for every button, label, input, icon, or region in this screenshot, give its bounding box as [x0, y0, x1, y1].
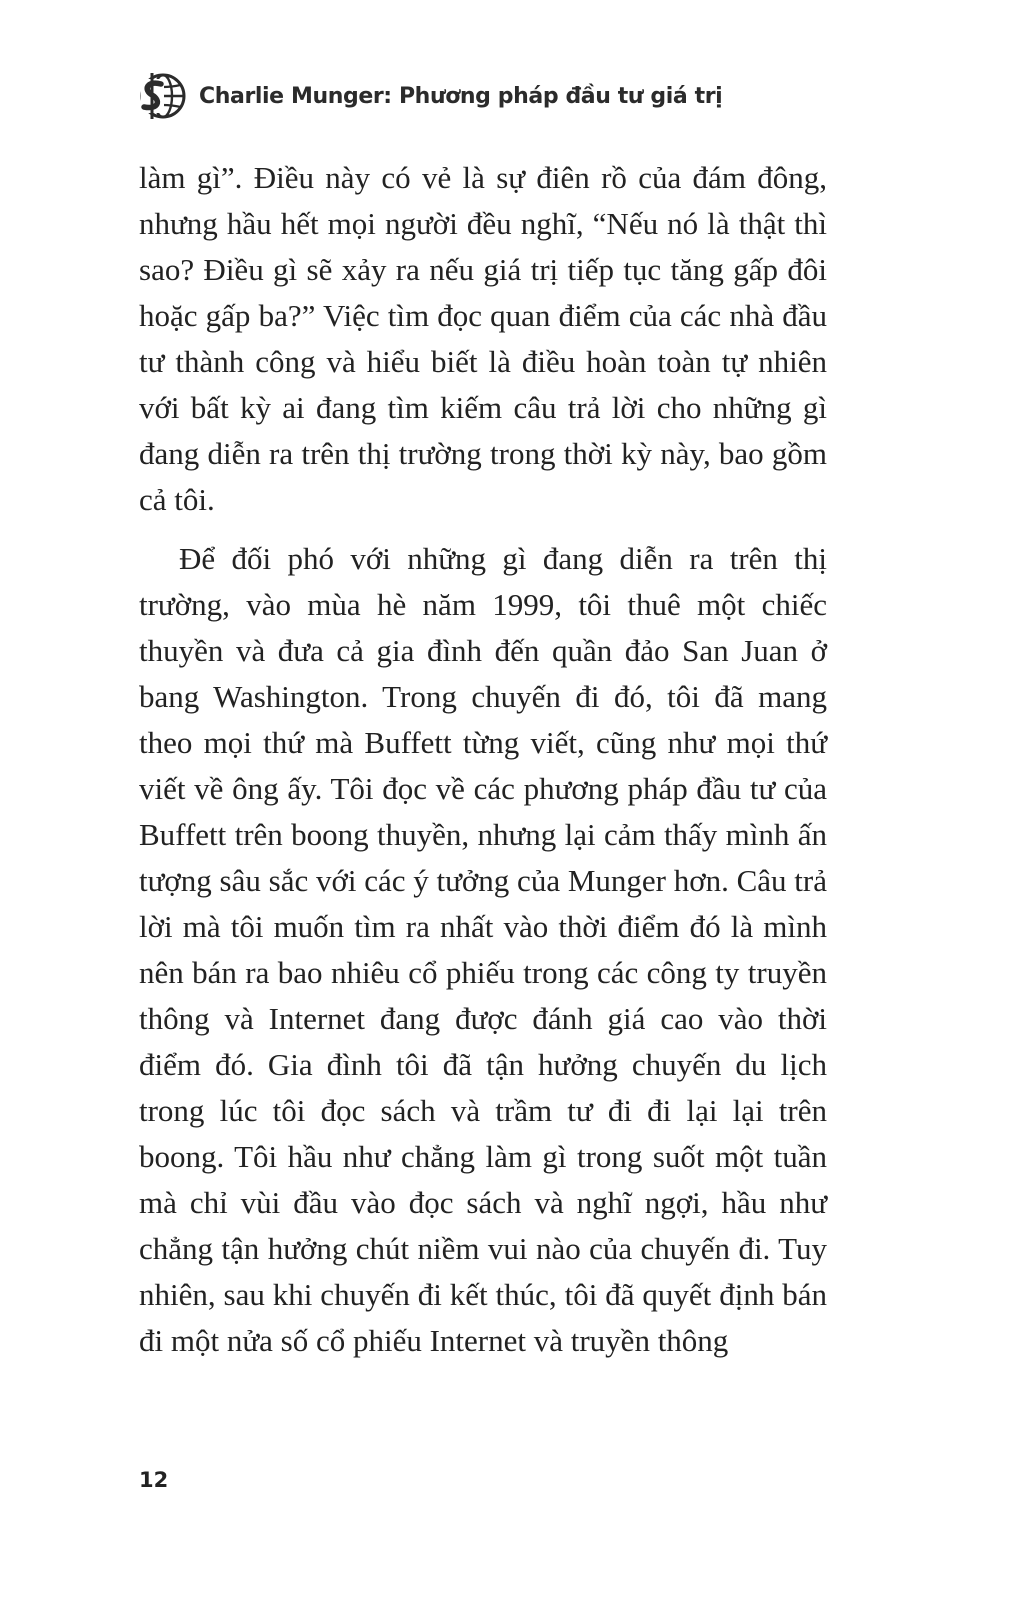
page-number: 12 — [139, 1468, 169, 1492]
running-header-title: Charlie Munger: Phương pháp đầu tư giá trị — [199, 83, 723, 109]
globe-dollar-icon — [139, 70, 187, 122]
running-header — [139, 70, 722, 122]
page-body — [139, 155, 827, 1364]
paragraph: làm gì”. Điều này có vẻ là sự điên rồ của đám đông, nhưng hầu hết mọi người đều nghĩ, “Nếu nó là thật thì sao? Điều gì sẽ xảy ra nếu giá trị tiếp tục tăng gấp đôi hoặc gấp ba?” Việc tìm đọc quan điểm của các nhà đầu tư thành công và hiểu biết là điều hoàn toàn tự nhiên với bất kỳ ai đang tìm kiếm câu trả lời cho những gì đang diễn ra trên thị trường trong thời kỳ này, bao gồm cả tôi. — [139, 160, 827, 517]
paragraph: Để đối phó với những gì đang diễn ra trên thị trường, vào mùa hè năm 1999, tôi thuê một chiếc thuyền và đưa cả gia đình đến quần đảo San Juan ở bang Washington. Trong chuyến đi đó, tôi đã mang theo mọi thứ mà Buffett từng viết, cũng như mọi thứ viết về ông ấy. Tôi đọc về các phương pháp đầu tư của Buffett trên boong thuyền, nhưng lại cảm thấy mình ấn tượng sâu sắc với các ý tưởng của Munger hơn. Câu trả lời mà tôi muốn tìm ra nhất vào thời điểm đó là mình nên bán ra bao nhiêu cổ phiếu trong các công ty truyền thông và Internet đang được đánh giá cao vào thời điểm đó. Gia đình tôi đã tận hưởng chuyến du lịch trong lúc tôi đọc sách và trầm tư đi đi lại lại trên boong. Tôi hầu như chẳng làm gì trong suốt một tuần mà chỉ vùi đầu vào đọc sách và nghĩ ngợi, hầu như chẳng tận hưởng chút niềm vui nào của chuyến đi. Tuy nhiên, sau khi chuyến đi kết thúc, tôi đã quyết định bán đi một nửa số cổ phiếu Internet và truyền thông — [139, 541, 827, 1358]
